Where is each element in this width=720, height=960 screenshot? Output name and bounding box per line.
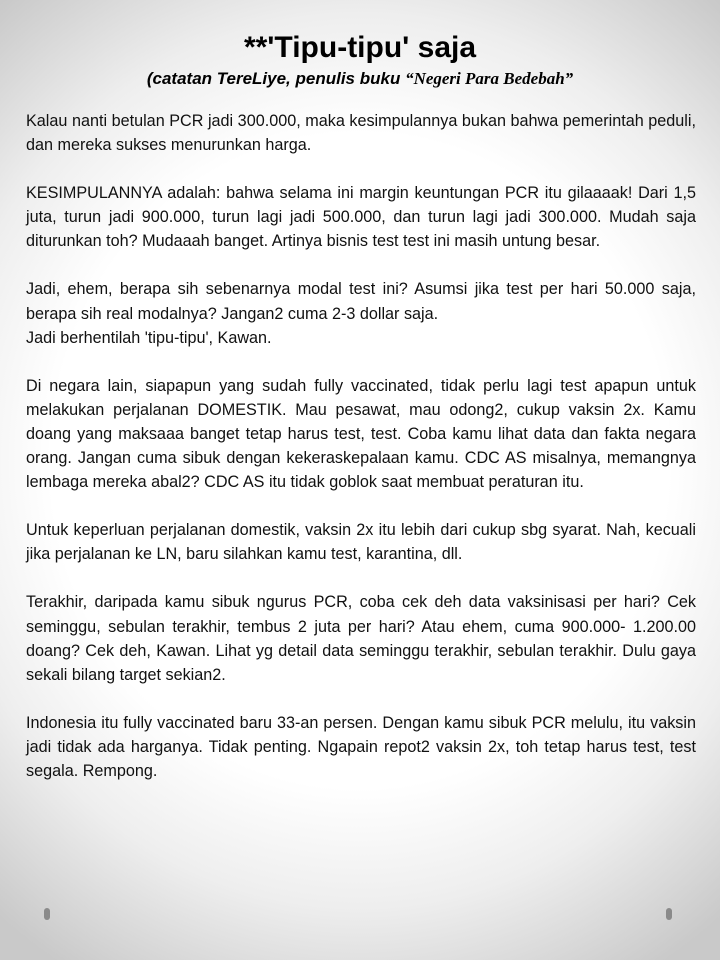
- paragraph-1: Kalau nanti betulan PCR jadi 300.000, maka kesimpulannya bukan bahwa pemerintah peduli, dan mereka sukses menurunkan harga.: [26, 112, 696, 155]
- paragraph-4: Di negara lain, siapapun yang sudah fully vaccinated, tidak perlu lagi test apapun untuk melakukan perjalanan DOMESTIK. Mau pesawat, mau odong2, cukup vaksin 2x. Kamu doang yang maksaaa banget tetap harus test, test. Coba kamu lihat data dan fakta negara orang. Jangan cuma sibuk dengan kekeraskepalaan kamu. CDC AS misalnya, memangnya lembaga mereka abal2? CDC AS itu tidak goblok saat membuat peraturan itu.: [26, 376, 696, 492]
- slide-dot-left: [44, 908, 50, 920]
- article-body: [26, 109, 696, 807]
- slide-dot-right: [666, 908, 672, 920]
- paragraph-3: Jadi, ehem, berapa sih sebenarnya modal test ini? Asumsi jika test per hari 50.000 saja, berapa sih real modalnya? Jangan2 cuma 2-3 dollar saja.: [26, 280, 696, 323]
- page-subtitle: [0, 68, 720, 90]
- page-title: **'Tipu-tipu' saja: [243, 31, 477, 64]
- paragraph-2: KESIMPULANNYA adalah: bahwa selama ini margin keuntungan PCR itu gilaaaak! Dari 1,5 juta, turun jadi 900.000, turun lagi jadi 500.000, dan turun lagi jadi 300.000. Mudah saja diturunkan toh? Mudaaah banget. Artinya bisnis test test ini masih untung besar.: [26, 184, 696, 251]
- paragraph-6: Terakhir, daripada kamu sibuk ngurus PCR, coba cek deh data vaksinisasi per hari? Cek seminggu, sebulan terakhir, tembus 2 juta per hari? Atau ehem, cuma 900.000- 1.200.00 doang? Cek deh, Kawan. Lihat yg detail data seminggu terakhir, sebulan terakhir. Dulu gaya sekali bilang target sekian2.: [26, 593, 696, 684]
- paragraph-7: Indonesia itu fully vaccinated baru 33-an persen. Dengan kamu sibuk PCR melulu, itu vaksin jadi tidak ada harganya. Tidak penting. Ngapain repot2 vaksin 2x, toh tetap harus test, test segala. Rempong.: [26, 713, 696, 780]
- subtitle-prefix: (catatan TereLiye, penulis buku: [146, 69, 406, 88]
- subtitle-book-title: “Negeri Para Bedebah”: [405, 69, 574, 88]
- paragraph-3-closing-line: Jadi berhentilah 'tipu-tipu', Kawan.: [26, 328, 272, 347]
- paragraph-5: Untuk keperluan perjalanan domestik, vaksin 2x itu lebih dari cukup sbg syarat. Nah, kecuali jika perjalanan ke LN, baru silahkan kamu test, karantina, dll.: [26, 521, 696, 564]
